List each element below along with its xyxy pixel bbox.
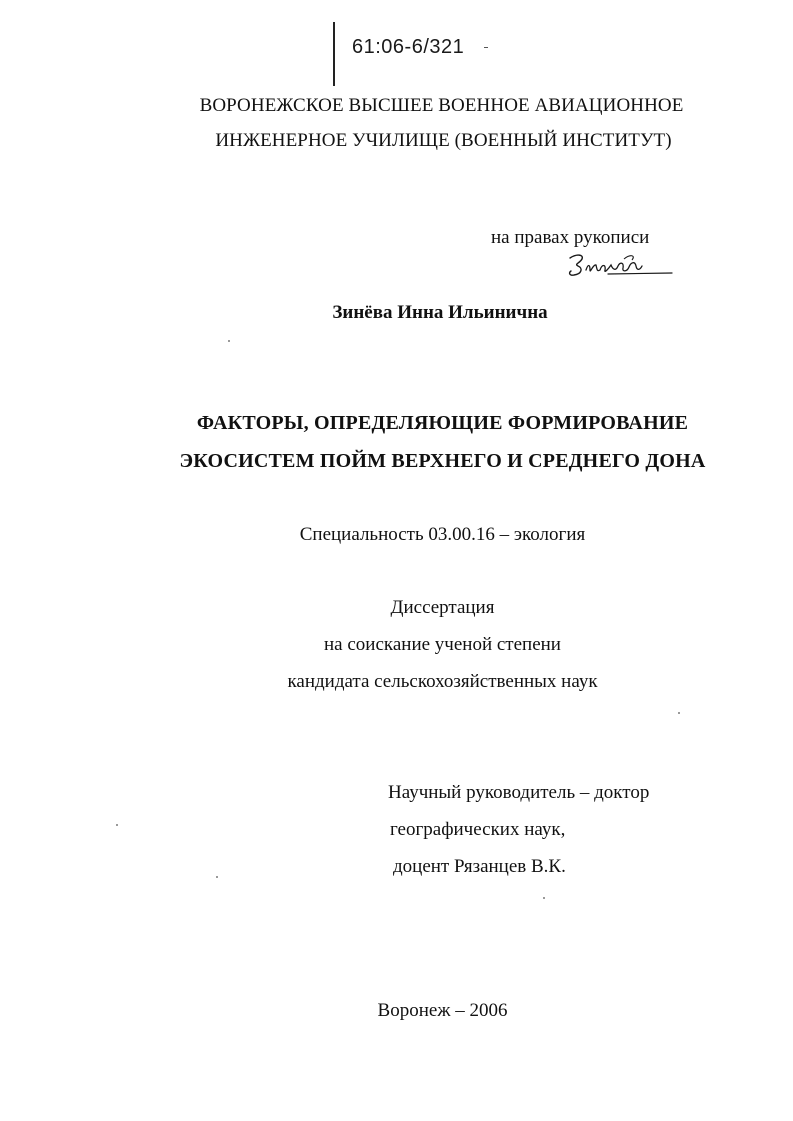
institution-line-2: ИНЖЕНЕРНОЕ УЧИЛИЩЕ (ВОЕННЫЙ ИНСТИТУТ)	[215, 130, 672, 151]
manuscript-rights-note: на правах рукописи	[491, 227, 650, 248]
scan-speck	[543, 897, 545, 899]
supervisor-line-3: доцент Рязанцев В.К.	[393, 856, 566, 877]
place-and-year: Воронеж – 2006	[377, 1000, 508, 1021]
degree-name: кандидата сельскохозяйственных наук	[287, 671, 598, 692]
stamp-vertical-line	[333, 22, 335, 86]
specialty: Специальность 03.00.16 – экология	[299, 524, 586, 545]
supervisor-line-1: Научный руководитель – доктор	[388, 782, 650, 803]
institution-line-1: ВОРОНЕЖСКОЕ ВЫСШЕЕ ВОЕННОЕ АВИАЦИОННОЕ	[199, 95, 684, 116]
stamp-mark	[484, 47, 488, 48]
handwritten-signature-icon	[566, 250, 676, 284]
dissertation-title-line-2: ЭКОСИСТЕМ ПОЙМ ВЕРХНЕГО И СРЕДНЕГО ДОНА	[179, 450, 706, 472]
scan-speck	[228, 340, 230, 342]
archive-stamp-code: 61:06-6/321	[352, 36, 465, 58]
supervisor-line-2: географических наук,	[390, 819, 566, 840]
dissertation-title-line-1: ФАКТОРЫ, ОПРЕДЕЛЯЮЩИЕ ФОРМИРОВАНИЕ	[196, 412, 689, 434]
degree-purpose: на соискание ученой степени	[324, 634, 561, 655]
author-name: Зинёва Инна Ильинична	[332, 302, 548, 323]
scan-speck	[678, 712, 680, 714]
scan-speck	[216, 876, 218, 878]
dissertation-label: Диссертация	[390, 597, 495, 618]
scan-speck	[116, 824, 118, 826]
